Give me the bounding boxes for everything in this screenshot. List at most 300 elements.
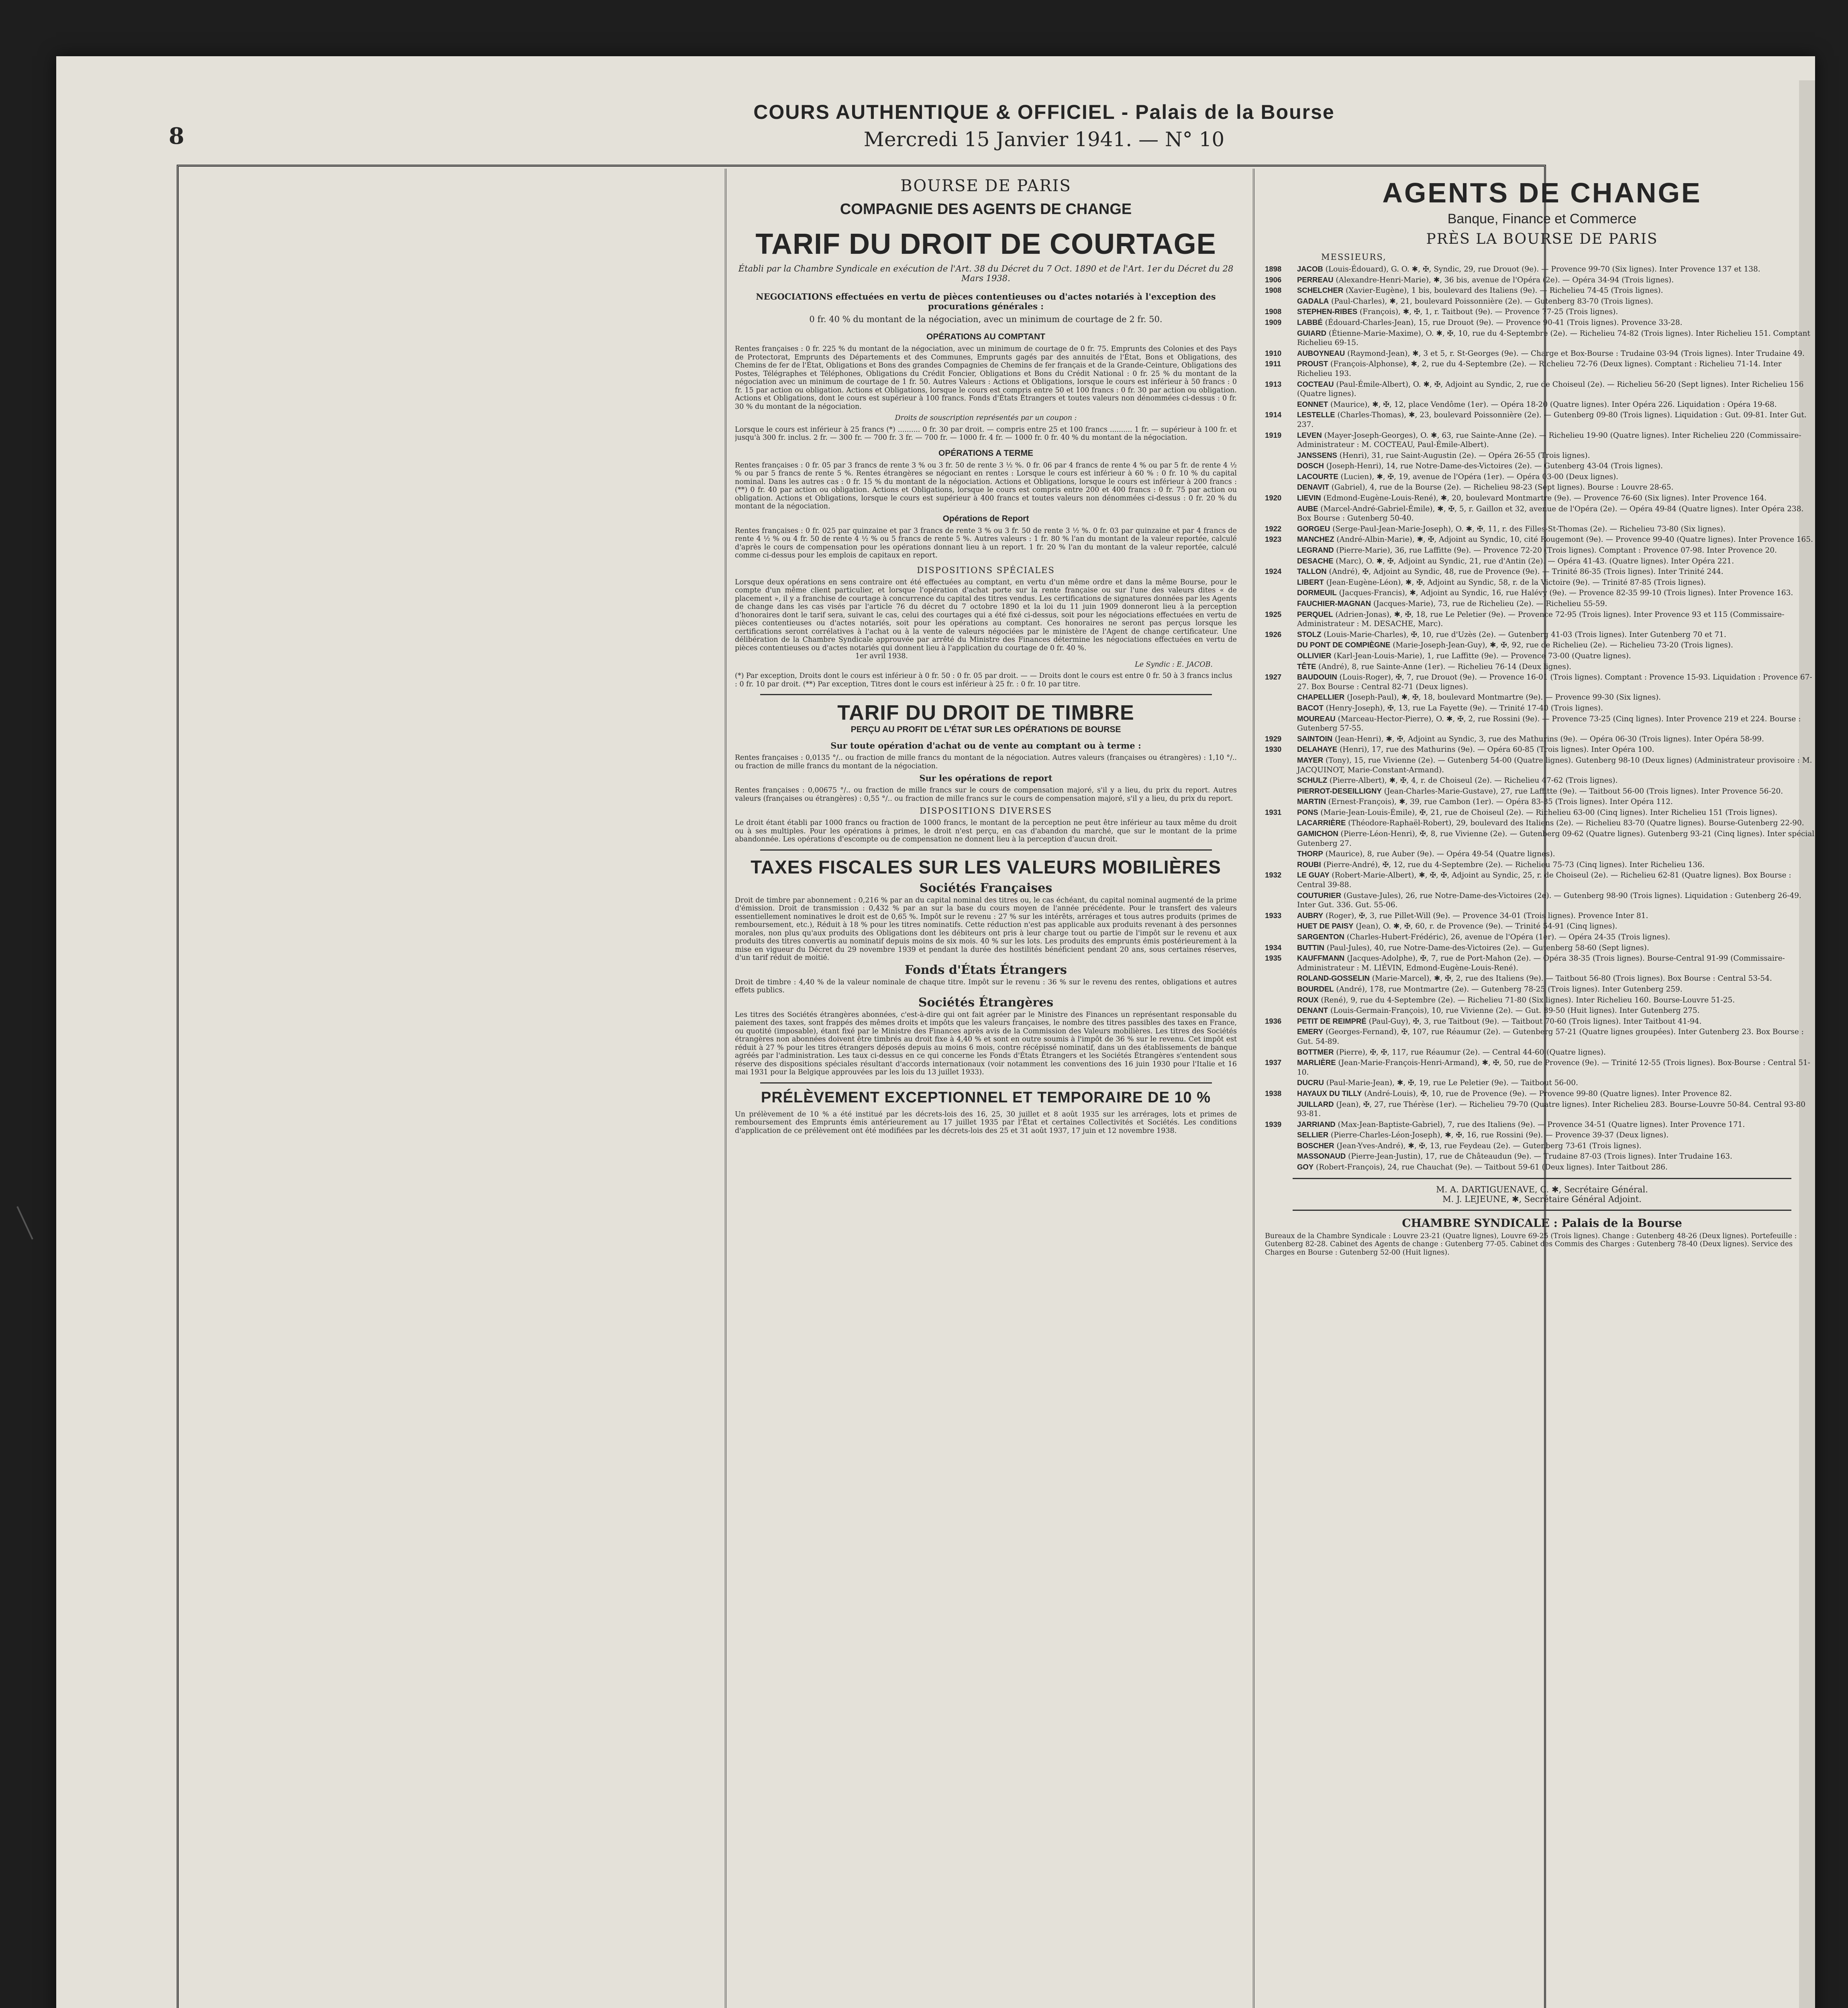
agent-year <box>1265 1006 1297 1016</box>
agent-text <box>1297 745 1819 755</box>
agent-year: 1898 <box>1265 265 1282 273</box>
agent-year <box>1265 640 1297 650</box>
agent-year: 1906 <box>1265 275 1282 284</box>
agent-entry <box>1265 797 1819 807</box>
agent-year <box>1265 1151 1297 1161</box>
agent-year: 1936 <box>1265 1016 1282 1025</box>
agent-name: PERQUEL <box>1297 610 1333 618</box>
agent-text <box>1297 1058 1819 1077</box>
agent-detail: (Georges-Fernand), ✠, 107, rue Réaumur (2e). — Gutenberg 57-21 (Quatre lignes groupées). Inter Gutenberg 23. Box Bourse : Gut. 54-89. <box>1297 1028 1804 1046</box>
agent-detail: (Adrien-Jonas), ✱, ✠, 18, rue Le Peletier (9e). — Provence 72-95 (Trois lignes). Inter Provence 93 et 115 (Commissaire-Administrateur : M. DESACHE, Marc). <box>1297 610 1785 629</box>
agent-entry <box>1265 493 1819 503</box>
agent-name: GADALA <box>1297 296 1329 305</box>
agent-name: MAYER <box>1297 755 1324 764</box>
agent-entry <box>1265 640 1819 650</box>
agent-text <box>1297 567 1819 577</box>
agent-detail: (Karl-Jean-Louis-Marie), 1, rue Laffitte (9e). — Provence 73-00 (Quatre lignes). <box>1331 651 1631 660</box>
agent-text <box>1297 995 1819 1005</box>
agent-year <box>1265 995 1297 1005</box>
agent-detail: (Marcel-André-Gabriel-Émile), ✱, ✠, 5, r. Gaillon et 32, avenue de l'Opéra (2e). — Opéra 49-84 (Quatre lignes). Inter Opéra 238. Box Bourse : Gutenberg 50-40. <box>1297 504 1804 523</box>
agent-detail: (Pierre-Jean-Justin), 17, rue de Châteaudun (9e). — Trudaine 87-03 (Trois lignes). Inter Trudaine 163. <box>1346 1152 1732 1161</box>
report-ops-heading: Sur les opérations de report <box>919 773 1053 783</box>
agent-year <box>1265 1141 1297 1151</box>
agent-detail: (Paul-Guy), ✠, 3, rue Taitbout (9e). — Taitbout 70-60 (Trois lignes). Inter Taitbout 41-94. <box>1366 1017 1702 1026</box>
agent-entry <box>1265 264 1819 274</box>
societes-etrangeres-heading: Sociétés Étrangères <box>918 995 1054 1010</box>
agent-year: 1914 <box>1265 410 1282 419</box>
agent-detail: (Serge-Paul-Jean-Marie-Joseph), O. ✱, ✠, 11, r. des Filles-St-Thomas (2e). — Richelieu 73-80 (Six lignes). <box>1330 524 1726 533</box>
bourse-heading: BOURSE DE PARIS <box>900 177 1071 195</box>
agent-name: OLLIVIER <box>1297 651 1332 660</box>
agent-entry <box>1265 524 1819 534</box>
agent-name: MASSONAUD <box>1297 1152 1346 1161</box>
agent-text <box>1297 932 1819 942</box>
agent-year: 1909 <box>1265 318 1282 327</box>
agent-year <box>1265 692 1297 702</box>
agent-detail: (Gabriel), 4, rue de la Bourse (2e). — Richelieu 98-23 (Sept lignes). Bourse : Louvre 28-65. <box>1329 483 1674 492</box>
agent-detail: (Jean-Henri), ✱, ✠, Adjoint au Syndic, 3, rue des Mathurins (9e). — Opéra 06-30 (Trois lignes). Inter Opéra 58-99. <box>1332 735 1764 743</box>
agent-detail: (André), 8, rue Sainte-Anne (1er). — Richelieu 76-14 (Deux lignes). <box>1316 662 1571 671</box>
agent-text <box>1297 504 1819 523</box>
agent-detail: (Jean-Charles-Marie-Gustave), 27, rue Laffitte (9e). — Taitbout 56-00 (Trois lignes). Inter Provence 56-20. <box>1381 787 1783 796</box>
agent-year <box>1265 482 1297 492</box>
agent-year <box>1265 932 1297 942</box>
timbre-text: Rentes françaises : 0,0135 °/.. ou fraction de mille francs du montant de la négociation. Autres valeurs (françaises ou étrangères) : 1,10 °/.. ou fraction de mille francs du montant de la négociation. <box>735 754 1237 770</box>
agent-text <box>1297 545 1819 555</box>
agent-name: GAMICHON <box>1297 829 1338 838</box>
agent-detail: (Charles-Thomas), ✱, 23, boulevard Poissonnière (2e). — Gutenberg 09-80 (Trois lignes). Liquidation : Gut. 09-81. Inter Gut. 237. <box>1297 411 1807 429</box>
agent-text <box>1297 275 1819 285</box>
agent-text <box>1297 630 1819 640</box>
agent-text <box>1297 786 1819 796</box>
page-header-date: Mercredi 15 Janvier 1941. — N° 10 <box>863 128 1225 151</box>
timbre-heading: Sur toute opération d'achat ou de vente au comptant ou à terme : <box>830 741 1141 751</box>
column-separator-left <box>725 169 726 2008</box>
agent-year: 1932 <box>1265 871 1282 880</box>
agent-text <box>1297 451 1819 461</box>
agent-text <box>1297 461 1819 471</box>
agent-entry <box>1265 672 1819 692</box>
agent-text <box>1297 359 1819 378</box>
agent-name: SELLIER <box>1297 1131 1329 1139</box>
agent-name: SCHELCHER <box>1297 286 1344 295</box>
agent-entry <box>1265 786 1819 796</box>
agent-name: JARRIAND <box>1297 1120 1336 1128</box>
agent-name: LIEVIN <box>1297 494 1321 502</box>
agent-text <box>1297 482 1819 492</box>
agent-name: AUBE <box>1297 504 1318 513</box>
agent-year <box>1265 818 1297 828</box>
terme-heading: OPÉRATIONS A TERME <box>938 448 1034 458</box>
agent-entry <box>1265 380 1819 399</box>
agent-text <box>1297 610 1819 629</box>
agent-name: DENANT <box>1297 1006 1328 1015</box>
agent-year <box>1265 599 1297 609</box>
agent-entry <box>1265 482 1819 492</box>
terme-text: Rentes françaises : 0 fr. 05 par 3 francs de rente 3 % ou 3 fr. 50 de rente 3 ½ %. 0 fr. 06 par 4 francs de rente 4 % ou par 5 fr. de rente 4 ½ % ou par 5 francs de rente 5 %. Rentes étrangères se négociant en rentes : Lorsque le cours est inférieur à 60 % : 0 fr. 10 % du capital nominal. Dans les autres cas : 0 fr. 15 % du montant de la négociation. Actions et Obligations, lorsque le cours est inférieur à 200 francs : (**) 0 fr. 40 par action ou obligation. Actions et Obligations, lorsque le cours est compris entre 200 et 400 francs : 0 fr. 75 par action ou obligation. Actions et Obligations, lorsque le cours est supérieur à 400 francs et toutes valeurs non dénommées ci-dessus : 0 fr. 20 % du montant de la négociation. <box>735 461 1237 510</box>
agent-entry <box>1265 461 1819 471</box>
agent-entry <box>1265 1120 1819 1130</box>
agent-year <box>1265 504 1297 523</box>
agent-year <box>1265 556 1297 566</box>
agent-text <box>1297 431 1819 450</box>
agent-year: 1929 <box>1265 734 1282 743</box>
agent-year <box>1265 984 1297 994</box>
agent-entry <box>1265 973 1819 984</box>
agent-text <box>1297 662 1819 672</box>
syndic-signature: Le Syndic : E. JACOB. <box>1134 660 1213 669</box>
agent-year: 1913 <box>1265 380 1282 388</box>
agent-entry <box>1265 860 1819 870</box>
date-1938: 1er avril 1938. <box>855 652 908 660</box>
agent-text <box>1297 380 1819 399</box>
agents-column <box>1265 173 1819 2008</box>
agent-year <box>1265 849 1297 859</box>
agent-detail: (Max-Jean-Baptiste-Gabriel), 7, rue des Italiens (9e). — Provence 34-51 (Quatre lignes). Inter Provence 171. <box>1335 1120 1745 1129</box>
agent-year <box>1265 891 1297 910</box>
agent-text <box>1297 692 1819 702</box>
agent-entry <box>1265 275 1819 285</box>
agent-name: LESTELLE <box>1297 410 1335 419</box>
agent-detail: (Jean-Marie-François-Henri-Armand), ✱, ✠, 50, rue de Provence (9e). — Trinité 12-55 (Trois lignes). Box-Bourse : Central 51-10. <box>1297 1059 1811 1077</box>
agent-name: LEGRAND <box>1297 546 1334 555</box>
agent-detail: (Louis-Roger), ✠, 7, rue Drouot (9e). — Provence 16-01 (Trois lignes). Comptant : Provence 15-93. Liquidation : Provence 67-27. Box Bourse : Central 82-71 (Deux lignes). <box>1297 673 1812 691</box>
agent-detail: (Théodore-Raphaël-Robert), 29, boulevard des Italiens (2e). — Richelieu 83-70 (Quatre lignes). Bourse-Gutenberg 22-90. <box>1346 819 1804 828</box>
agent-name: MARTIN <box>1297 797 1326 806</box>
agent-entry <box>1265 610 1819 629</box>
negociations-text: 0 fr. 40 % du montant de la négociation, avec un minimum de courtage de 2 fr. 50. <box>809 314 1163 324</box>
agent-detail: (Henri), 31, rue Saint-Augustin (2e). — Opéra 26-55 (Trois lignes). <box>1337 451 1590 460</box>
agent-detail: (Marie-Jean-Louis-Émile), ✠, 21, rue de Choiseul (2e). — Richelieu 63-00 (Cinq lignes). Inter Richelieu 151 (Trois lignes). <box>1318 808 1778 817</box>
souscription-heading: Droits de souscription représentés par un coupon : <box>895 414 1077 422</box>
agent-entry <box>1265 714 1819 733</box>
agent-year: 1910 <box>1265 349 1282 357</box>
agent-text <box>1297 860 1819 870</box>
report-ops-text: Rentes françaises : 0,00675 °/.. ou fraction de mille francs sur le cours de compensation majoré, s'il y a lieu, du prix du report. Autres valeurs (françaises ou étrangères) : 0,55 °/.. ou fraction de mille francs sur le cours de compensation majoré, s'il y a lieu, du prix du report. <box>735 786 1237 803</box>
agent-entry <box>1265 1162 1819 1172</box>
agent-name: PIERROT-DESEILLIGNY <box>1297 786 1382 795</box>
agent-text <box>1297 410 1819 429</box>
agent-text <box>1297 714 1819 733</box>
agent-entry <box>1265 296 1819 306</box>
agent-name: DU PONT DE COMPIÈGNE <box>1297 641 1391 649</box>
agent-text <box>1297 911 1819 921</box>
agent-detail: (Tony), 15, rue Vivienne (2e). — Gutenberg 54-00 (Quatre lignes). Gutenberg 98-10 (Deux lignes) (Administrateur provisoire : M. JACQUINOT, Marie-Constant-Armand). <box>1297 756 1812 774</box>
agent-text <box>1297 808 1819 818</box>
secretaire-general: M. A. DARTIGUENAVE, C. ✱, Secrétaire Général. <box>1436 1184 1648 1194</box>
agent-detail: (Marie-Joseph-Jean-Guy), ✱, ✠, 92, rue de Richelieu (2e). — Richelieu 73-20 (Trois lignes). <box>1390 641 1733 650</box>
agent-detail: (André-Albin-Marie), ✱, ✠, Adjoint au Syndic, 10, cité Rougemont (9e). — Provence 99-40 (Quatre lignes). Inter Provence 165. <box>1334 535 1813 544</box>
agent-detail: (Marceau-Hector-Pierre), O. ✱, ✠, 2, rue Rossini (9e). — Provence 73-25 (Cinq lignes). Inter Provence 219 et 224. Bourse : Gutenberg 57-55. <box>1297 714 1801 733</box>
agent-entry <box>1265 808 1819 818</box>
agent-detail: (Jean-Eugène-Léon), ✱, ✠, Adjoint au Syndic, 58, r. de la Victoire (9e). — Trinité 87-85 (Trois lignes). <box>1324 578 1706 587</box>
agent-entry <box>1265 775 1819 786</box>
agent-year <box>1265 472 1297 482</box>
agent-text <box>1297 349 1819 359</box>
agent-year: 1908 <box>1265 307 1282 316</box>
agent-text <box>1297 943 1819 953</box>
agent-year <box>1265 1078 1297 1088</box>
agent-detail: (Charles-Hubert-Frédéric), 26, avenue de l'Opéra (1er). — Opéra 24-35 (Trois lignes). <box>1344 933 1671 941</box>
agent-detail: (Maurice), 8, rue Auber (9e). — Opéra 49-54 (Quatre lignes). <box>1323 850 1555 859</box>
agent-year <box>1265 651 1297 661</box>
agent-entry <box>1265 921 1819 931</box>
agent-detail: (Pierre-Marie), 36, rue Laffitte (9e). — Provence 72-20 (Trois lignes). Comptant : Provence 07-98. Inter Provence 20. <box>1334 546 1777 555</box>
page-header-title: COURS AUTHENTIQUE & OFFICIEL - Palais de la Bourse <box>753 101 1335 123</box>
agent-name: ROLAND-GOSSELIN <box>1297 974 1370 983</box>
agent-entry <box>1265 953 1819 973</box>
agent-entry <box>1265 870 1819 890</box>
agent-entry <box>1265 1016 1819 1026</box>
agent-year: 1935 <box>1265 954 1282 963</box>
agent-entry <box>1265 1130 1819 1140</box>
agent-year: 1923 <box>1265 535 1282 544</box>
agent-year <box>1265 662 1297 672</box>
agent-detail: (Louis-Édouard), G. O. ✱, ✠, Syndic, 29, rue Drouot (9e). — Provence 99-70 (Six lignes). Inter Provence 137 et 138. <box>1323 265 1760 273</box>
agent-entry <box>1265 734 1819 744</box>
agent-name: MANCHEZ <box>1297 535 1334 544</box>
fonds-etats-text: Droit de timbre : 4,40 % de la valeur nominale de chaque titre. Impôt sur le revenu : 36 % sur le revenu des rentes, obligations et autres effets publics. <box>735 978 1237 994</box>
agent-entry <box>1265 1100 1819 1119</box>
agent-detail: (Robert-Marie-Albert), ✱, ✠, ✠, Adjoint au Syndic, 25, r. de Choiseul (2e). — Richelieu 62-81 (Quatre lignes). Box Bourse : Central 39-88. <box>1297 871 1791 890</box>
tarif-courtage-title: TARIF DU DROIT DE COURTAGE <box>755 228 1216 260</box>
agent-text <box>1297 672 1819 692</box>
agent-year <box>1265 1027 1297 1046</box>
agent-detail: (Robert-François), 24, rue Chauchat (9e). — Taitbout 59-61 (Deux lignes). Inter Taitbout 286. <box>1314 1163 1668 1172</box>
agent-detail: (Joseph-Henri), 14, rue Notre-Dame-des-Victoires (2e). — Gutenberg 43-04 (Trois lignes). <box>1324 462 1663 471</box>
agent-text <box>1297 329 1819 348</box>
agent-name: HUET DE PAISY <box>1297 922 1354 931</box>
agent-text <box>1297 891 1819 910</box>
agent-year: 1911 <box>1265 359 1281 368</box>
agent-entry <box>1265 286 1819 296</box>
agent-entry <box>1265 891 1819 910</box>
timbre-title: TARIF DU DROIT DE TIMBRE <box>837 701 1134 724</box>
agent-entry <box>1265 329 1819 348</box>
exceptions-text: (*) Par exception, Droits dont le cours est inférieur à 0 fr. 50 : 0 fr. 05 par droit. — — Droits dont le cours est entre 0 fr. 50 à 3 francs inclus : 0 fr. 10 par droit. (**) Par exception, Titres dont le cours est inférieur à 25 fr. : 0 fr. 10 par titre. <box>735 672 1232 688</box>
agent-text <box>1297 973 1819 984</box>
agent-name: ROUBI <box>1297 860 1321 869</box>
agent-text <box>1297 524 1819 534</box>
agent-detail: (André), 178, rue Montmartre (2e). — Gutenberg 78-25 (Trois lignes). Inter Gutenberg 259. <box>1334 985 1683 994</box>
rule-agents <box>1293 1178 1791 1179</box>
agent-name: THORP <box>1297 849 1323 858</box>
agent-text <box>1297 640 1819 650</box>
chambre-title: CHAMBRE SYNDICALE : Palais de la Bourse <box>1402 1216 1682 1230</box>
agent-entry <box>1265 829 1819 848</box>
agent-text <box>1297 535 1819 545</box>
agent-detail: (Louis-Marie-Charles), ✠, 10, rue d'Uzès (2e). — Gutenberg 41-03 (Trois lignes). Inter Gutenberg 70 et 71. <box>1321 630 1726 639</box>
agent-name: CHAPELLIER <box>1297 693 1345 702</box>
agent-detail: (Henri), 17, rue des Mathurins (9e). — Opéra 60-85 (Trois lignes). Inter Opéra 100. <box>1337 745 1654 754</box>
agent-detail: (Henry-Joseph), ✠, 13, rue La Fayette (9e). — Trinité 17-40 (Trois lignes). <box>1323 704 1603 712</box>
tarif-courtage-subtitle: Établi par la Chambre Syndicale en exécution de l'Art. 38 du Décret du 7 Oct. 1890 et de l'Art. 1er du Décret du 28 Mars 1938. <box>738 264 1234 283</box>
agent-detail: (Paul-Émile-Albert), O. ✱, ✠, Adjoint au Syndic, 2, rue de Choiseul (2e). — Richelieu 56-20 (Sept lignes). Inter Richelieu 156 (Quatre lignes). <box>1297 380 1804 398</box>
negociations-heading: NEGOCIATIONS effectuées en vertu de pièces contentieuses ou d'actes notariés à l'exception des procurations générales : <box>756 292 1216 311</box>
agent-name: COCTEAU <box>1297 380 1334 388</box>
agent-detail: (Jacques-Marie), 73, rue de Richelieu (2e). — Richelieu 55-59. <box>1371 600 1607 608</box>
agent-entry <box>1265 1089 1819 1099</box>
fonds-etats-heading: Fonds d'États Étrangers <box>905 963 1067 977</box>
agent-entry <box>1265 307 1819 317</box>
agent-name: SARGENTON <box>1297 933 1344 941</box>
rule-1 <box>760 694 1212 695</box>
agent-name: DOSCH <box>1297 461 1324 470</box>
agent-detail: (Pierre), ✠, ✠, 117, rue Réaumur (2e). — Central 44-60 (Quatre lignes). <box>1334 1048 1606 1057</box>
agent-entry <box>1265 818 1819 828</box>
agent-year: 1938 <box>1265 1089 1282 1098</box>
agent-name: TÊTE <box>1297 662 1316 671</box>
agent-name: LE GUAY <box>1297 871 1330 880</box>
agent-name: LIBERT <box>1297 578 1324 586</box>
agent-name: LEVEN <box>1297 431 1322 439</box>
agent-year: 1939 <box>1265 1120 1282 1128</box>
agent-detail: (André), ✠, Adjoint au Syndic, 48, rue de Provence (9e). — Trinité 86-35 (Trois lignes). Inter Trinité 244. <box>1326 567 1724 576</box>
agent-year: 1927 <box>1265 673 1282 682</box>
agent-name: SCHULZ <box>1297 776 1328 785</box>
agent-year: 1922 <box>1265 524 1282 533</box>
agent-year <box>1265 400 1297 410</box>
report-text: Rentes françaises : 0 fr. 025 par quinzaine et par 3 francs de rente 3 % ou 3 fr. 50 de rente 3 ½ %. 0 fr. 03 par quinzaine et par 4 francs de rente 4 ½ % ou 4 fr. 50 de rente 4 ½ % ou 5 francs de rente 5 %. Autres valeurs : 1 fr. 80 % l'an du montant de la valeur reportée, calculé d'après le cours de compensation pour les opérations donnant lieu à un report. 1 fr. 20 % l'an du montant de la valeur reportée, calculé comme ci-dessus pour les emplois de capitaux en report. <box>735 526 1237 559</box>
agent-name: BOURDEL <box>1297 984 1334 993</box>
agent-detail: (Pierre-André), ✠, 12, rue du 4-Septembre (2e). — Richelieu 75-73 (Cinq lignes). Inter Richelieu 136. <box>1321 860 1705 869</box>
agent-name: PROUST <box>1297 359 1328 368</box>
agent-year <box>1265 451 1297 461</box>
agent-name: STEPHEN-RIBES <box>1297 307 1358 316</box>
agent-entry <box>1265 556 1819 566</box>
agent-detail: (François), ✱, ✠, 1, r. Taitbout (9e). — Provence 77-25 (Trois lignes). <box>1357 308 1618 316</box>
agent-text <box>1297 296 1819 306</box>
agent-year <box>1265 921 1297 931</box>
agent-entry <box>1265 535 1819 545</box>
agent-entry <box>1265 359 1819 378</box>
agent-entry <box>1265 703 1819 713</box>
agent-detail: (Maurice), ✱, ✠, 12, place Vendôme (1er). — Opéra 18-20 (Quatre lignes). Inter Opéra 226. Liquidation : Opéra 19-68. <box>1328 400 1777 409</box>
agent-year <box>1265 829 1297 848</box>
agent-text <box>1297 588 1819 598</box>
agent-year: 1919 <box>1265 431 1282 439</box>
agent-name: SAINTOIN <box>1297 734 1333 743</box>
agent-list <box>1265 264 1819 1172</box>
agent-text <box>1297 953 1819 973</box>
agent-year: 1925 <box>1265 610 1282 618</box>
secretaire-adjoint: M. J. LEJEUNE, ✱, Secrétaire Général Adjoint. <box>1442 1194 1642 1204</box>
agents-title: AGENTS DE CHANGE <box>1382 177 1702 208</box>
agent-name: AUBRY <box>1297 911 1324 920</box>
agent-year: 1920 <box>1265 494 1282 502</box>
agent-detail: (Pierre-Albert), ✱, ✠, 4, r. de Choiseul (2e). — Richelieu 47-62 (Trois lignes). <box>1327 776 1618 785</box>
agent-detail: (Étienne-Marie-Maxime), O. ✱, ✠, 10, rue du 4-Septembre (2e). — Richelieu 74-82 (Trois lignes). Inter Richelieu 151. Comptant Richelieu 69-15. <box>1297 329 1810 347</box>
agent-entry <box>1265 504 1819 523</box>
agent-text <box>1297 755 1819 775</box>
pencil-mark <box>16 1206 33 1239</box>
agent-text <box>1297 1006 1819 1016</box>
societes-francaises-text: Droit de timbre par abonnement : 0,216 % par an du capital nominal des titres ou, le cas échéant, du capital nominal augmenté de la prime d'émission. Droit de transmission : 0,432 % par an sur la base du cours moyen de l'année précédente. Pour le transfert des valeurs essentiellement nominatives le droit est de 0,65 %. Impôt sur le revenu : 27 % sur les intérêts, arrérages et tous autres produits (primes de remboursement, etc.), Réduit à 18 % pour les titres nominatifs. Cette réduction n'est pas applicable aux produits revenant à des personnes morales, non plus qu'aux produits des Obligations dont les débiteurs ont pris à leur charge tout ou partie de l'impôt sur le revenu et aux produits des titres convertis au nominatif depuis moins de six mois. 40 % sur les lots. Les produits des emprunts émis postérieurement à la mise en vigueur du Décret du 29 novembre 1939 et pendant la durée des hostilités bénéficient pendant 20 ans, sous certaines réserves, d'un tarif réduit de moitié. <box>735 896 1237 962</box>
compagnie-heading: COMPAGNIE DES AGENTS DE CHANGE <box>840 201 1132 218</box>
agent-text <box>1297 734 1819 744</box>
agent-detail: (Marc), O. ✱, ✠, Adjoint au Syndic, 21, rue d'Antin (2e). — Opéra 41-43. (Quatre lignes). Inter Opéra 221. <box>1333 557 1734 565</box>
agent-year <box>1265 545 1297 555</box>
agent-detail: (Jean), ✠, 27, rue Thérèse (1er). — Richelieu 79-70 (Quatre lignes). Inter Richelieu 283. Bourse-Louvre 50-84. Central 93-80 93-81. <box>1297 1100 1806 1118</box>
prelevement-text: Un prélèvement de 10 % a été institué par les décrets-lois des 16, 25, 30 juillet et 8 août 1935 sur les arrérages, lots et primes de remboursement des Emprunts émis antérieurement au 17 juillet 1935 par l'État et certaines Collectivités et Sociétés. Les conditions d'application de ce prélèvement ont été modifiées par les décrets-lois des 25 et 31 août 1937, 17 juin et 12 novembre 1938. <box>735 1110 1237 1135</box>
agent-name: EMERY <box>1297 1027 1324 1036</box>
agent-text <box>1297 1141 1819 1151</box>
agent-entry <box>1265 1047 1819 1057</box>
agent-detail: (Pierre-Charles-Léon-Joseph), ✱, ✠, 16, rue Rossini (9e). — Provence 39-37 (Deux lignes). <box>1328 1131 1669 1140</box>
agent-detail: (Marie-Marcel), ✱, ✠, 2, rue des Italiens (9e). — Taitbout 56-80 (Trois lignes). Box Bourse : Central 53-54. <box>1369 974 1772 983</box>
agent-name: PONS <box>1297 808 1318 816</box>
agent-entry <box>1265 567 1819 577</box>
agent-detail: (Louis-Germain-François), 10, rue Vivienne (2e). — Gut. 89-50 (Huit lignes). Inter Gutenberg 275. <box>1328 1006 1700 1015</box>
agent-name: ROUX <box>1297 995 1319 1004</box>
agent-detail: (Jacques-Francis), ✱, Adjoint au Syndic, 16, rue Halévy (9e). — Provence 82-35 99-10 (Trois lignes). Inter Provence 163. <box>1336 589 1793 598</box>
agent-detail: (Pierre-Léon-Henri), ✠, 8, rue Vivienne (2e). — Gutenberg 09-62 (Quatre lignes). Gutenberg 93-21 (Cinq lignes). Inter spécial Gutenberg 27. <box>1297 830 1815 848</box>
agent-text <box>1297 651 1819 661</box>
agent-detail: (Gustave-Jules), 26, rue Notre-Dame-des-Victoires (2e). — Gutenberg 98-90 (Trois lignes). Liquidation : Gutenberg 26-49. Inter Gut. 336. Gut. 55-06. <box>1297 891 1801 910</box>
agent-year <box>1265 860 1297 870</box>
agent-year <box>1265 973 1297 984</box>
agent-entry <box>1265 1058 1819 1077</box>
agent-text <box>1297 797 1819 807</box>
agent-text <box>1297 472 1819 482</box>
agent-year <box>1265 786 1297 796</box>
agent-entry <box>1265 599 1819 609</box>
agent-year <box>1265 775 1297 786</box>
agent-entry <box>1265 349 1819 359</box>
agent-text <box>1297 1151 1819 1161</box>
agent-name: STOLZ <box>1297 630 1322 639</box>
prelevement-title: PRÉLÈVEMENT EXCEPTIONNEL ET TEMPORAIRE DE 10 % <box>761 1089 1211 1106</box>
agent-entry <box>1265 692 1819 702</box>
agent-entry <box>1265 755 1819 775</box>
agent-entry <box>1265 472 1819 482</box>
agent-text <box>1297 818 1819 828</box>
agent-detail: (Paul-Charles), ✱, 21, boulevard Poissonnière (2e). — Gutenberg 83-70 (Trois lignes). <box>1329 297 1653 306</box>
agent-name: LACARRIÈRE <box>1297 818 1346 827</box>
societes-etrangeres-text: Les titres des Sociétés étrangères abonnées, c'est-à-dire qui ont fait agréer par le Ministre des Finances un représentant responsable du paiement des taxes, sont frappés des mêmes droits et impôts que les valeurs françaises, le nombre des titres passibles des taxes en France, ou quotité (imposable), étant fixé par le Ministre des Finances après avis de la Commission des Valeurs mobilières. Les titres des Sociétés étrangères non abonnées doivent être timbrés au droit fixe à 4,40 % et sont en outre soumis à l'impôt de 36 % sur le revenu. Cet impôt est réduit à 27 % pour les titres étrangers déposés depuis au moins 6 mois, contre récépissé nominatif, dans un des établissements de banque agréés par l'administration. Les taux ci-dessus en ce qui concerne les Fonds d'États Étrangers et les Sociétés Étrangères s'entendent sous réserve des dispositions spéciales résultant d'accords internationaux (voir notamment les conventions des 16 juin 1930 pour l'Italie et 16 mai 1931 pour la Belgique approuvées par les lois du 13 juillet 1933). <box>735 1010 1237 1076</box>
agent-entry <box>1265 651 1819 661</box>
agent-detail: (Ernest-François), ✱, 39, rue Cambon (1er). — Opéra 83-85 (Trois lignes). Inter Opéra 112. <box>1326 798 1673 806</box>
agent-year <box>1265 588 1297 598</box>
agent-entry <box>1265 932 1819 942</box>
agent-year <box>1265 296 1297 306</box>
agent-year <box>1265 578 1297 588</box>
chambre-text: Bureaux de la Chambre Syndicale : Louvre 23-21 (Quatre lignes), Louvre 69-25 (Trois lignes). Change : Gutenberg 48-26 (Deux lignes). Portefeuille : Gutenberg 82-28. Cabinet des Agents de change : Gutenberg 77-05. Cabinet des Commis des Charges : Gutenberg 78-40 (Deux lignes). Service des Charges en Bourse : Gutenberg 52-00 (Huit lignes). <box>1265 1232 1797 1257</box>
agent-name: GUIARD <box>1297 329 1326 337</box>
agent-entry <box>1265 745 1819 755</box>
agent-text <box>1297 578 1819 588</box>
agent-detail: (Edmond-Eugène-Louis-René), ✱, 20, boulevard Montmartre (9e). — Provence 76-60 (Six lignes). Inter Provence 164. <box>1321 494 1767 503</box>
agent-text <box>1297 1027 1819 1046</box>
agent-name: JANSSENS <box>1297 451 1337 459</box>
tariff-column <box>735 173 1237 2008</box>
agent-name: DORMEUIL <box>1297 588 1337 597</box>
agent-entry <box>1265 431 1819 450</box>
agent-entry <box>1265 630 1819 640</box>
report-heading: Opérations de Report <box>942 514 1029 523</box>
agent-text <box>1297 921 1819 931</box>
agent-text <box>1297 870 1819 890</box>
agent-detail: (René), 9, rue du 4-Septembre (2e). — Richelieu 71-80 (Six lignes). Inter Richelieu 160. Bourse-Louvre 51-25. <box>1318 996 1735 1004</box>
agent-entry <box>1265 1006 1819 1016</box>
agent-year <box>1265 461 1297 471</box>
souscription-text: Lorsque le cours est inférieur à 25 francs (*) .......... 0 fr. 30 par droit. — compris entre 25 et 100 francs .......... 1 fr. — supérieur à 100 fr. et jusqu'à 300 fr. inclus. 2 fr. — 300 fr. — 700 fr. 3 fr. — 700 fr. — 1000 fr. 4 fr. — 1000 fr. 0 fr. 40 % du montant de la négociation. <box>735 425 1237 442</box>
agent-name: MOUREAU <box>1297 714 1336 723</box>
agent-year: 1937 <box>1265 1058 1282 1067</box>
column-separator-right <box>1253 169 1254 2008</box>
agent-detail: (Jean), O. ✱, ✠, 60, r. de Provence (9e). — Trinité 54-91 (Cinq lignes). <box>1353 922 1618 931</box>
page-number: 8 <box>169 123 184 149</box>
